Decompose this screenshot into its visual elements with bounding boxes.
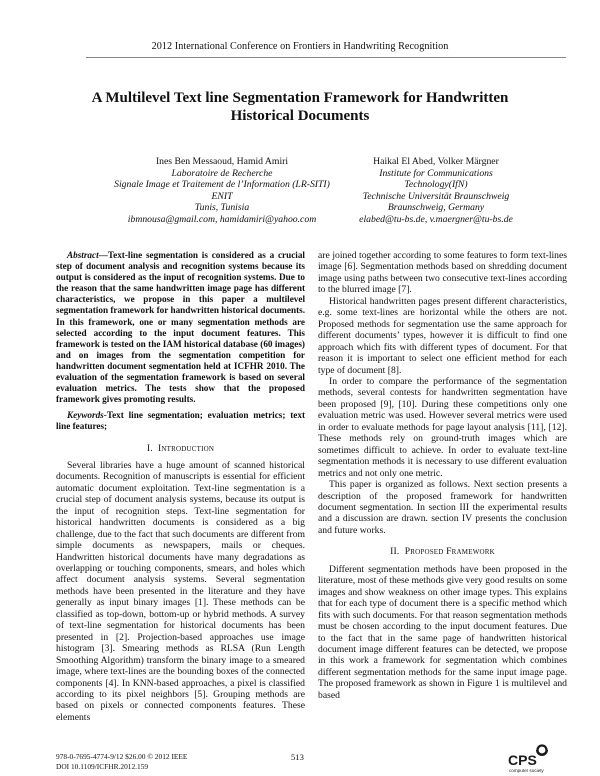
section-number: I. [146,442,153,454]
section-heading-introduction [56,443,305,454]
right-column [318,250,567,701]
header-rule [86,57,566,58]
author-affiliation: Signale Image et Traitement de l’Information (LR-SITI) [114,179,330,191]
left-column [56,250,305,723]
abstract-text: Text-line segmentation is considered as a crucial step of document analysis and recognition systems because its output is considered as the input of recognition systems. Due to the reason that the same handwritten image page has different characteristics, we propose in this paper a multilevel segmentation framework for handwritten historical documents. In this framework, one or many segmentation methods are selected according to the input document features. This framework is tested on the IAM historical database (60 images) and on images from the segmentation competition for handwritten document segmentation held at ICFHR 2010. The evaluation of the segmentation framework is based on several evaluation metrics. The tests show that the proposed framework gives promoting results. [56,250,305,405]
abstract [56,250,305,405]
paper-title: A Multilevel Text line Segmentation Framework for Handwritten Historical Documents [91,90,509,124]
author-names: Ines Ben Messaoud, Hamid Amiri [155,156,289,167]
conference-header: 2012 International Conference on Frontiers in Handwriting Recognition [151,41,449,52]
page-number: 513 [291,752,304,762]
author-email: elabed@tu-bs.de, v.maergner@tu-bs.de [359,213,513,225]
footer-isbn: 978-0-7695-4774-9/12 $26.00 © 2012 IEEE [56,752,188,761]
body-paragraph: This paper is organized as follows. Next section presents a description of the proposed framework for handwritten document segmentation. In section III the experimental results and a discussion are drawn. section IV presents the conclusion and future works. [318,479,567,536]
body-paragraph: In order to compare the performance of the segmentation methods, several contests for handwritten segmentation have been proposed [9], [10]. During these competitions only one evaluation metric was used. However several metrics were used in order to evaluate methods for page layout analysis [11], [12]. These methods rely on ground-truth images which are sometimes difficult to achieve. In order to evaluate text-line segmentation methods it is necessary to use different evaluation metrics and not only one metric. [318,375,567,479]
keywords-lead: Keywords- [67,410,107,421]
author-location: Tunis, Tunisia [194,202,250,214]
author-affiliation: ENIT [211,190,233,202]
body-paragraph: Several libraries have a huge amount of scanned historical documents. Recognition of manuscripts is essential for efficient automatic document exploitation. Text-line segmentation is a crucial step of document analysis systems, because its output is the input of recognition steps. Text-line segmentation for historical handwritten documents is considered as a big challenge, due to the fact that such documents are different from simple documents as newspapers, mails or cheques. Handwritten historical documents have many degradations as overlapping or touching components, smears, and holes which affect document analysis systems. Several segmentation methods have been presented in the literature and they have generally as input binary images [1]. These methods can be classified as top-down, bottom-up or hybrid methods. A survey of text-line segmentation for historical documents has been presented in [2]. Projection-based approaches use image histogram [3]. Smearing methods as RLSA (Run Length Smoothing Algorithm) transform the binary image to a smeared image, where text-lines are the bounding boxes of the connected components [4]. In KNN-based approaches, a pixel is classified according to its pixel neighbors [5]. Grouping methods are based on pixels or connected components features. These elements [56,459,305,723]
section-title: Introduction [158,442,215,454]
author-location: Braunschweig, Germany [387,202,485,214]
cps-logo-icon [506,742,556,774]
author-affiliation: Laboratoire de Recherche [171,167,273,179]
footer-copyright [56,752,187,771]
author-block-2 [314,156,558,226]
body-paragraph: Different segmentation methods have been proposed in the literature, most of these methods give very good results on some images and show weakness on other image types. This explains that for each type of document there is a specific method which fits with such documents. For that reason segmentation methods must be chosen according to the input document features. Due to the fact that in the same page of handwritten historical document image different features can be detected, we propose in this work a framework for segmentation which combines different segmentation methods for the same input image page. The proposed framework as shown in Figure 1 is multilevel and based [318,563,567,701]
body-paragraph: Historical handwritten pages present different characteristics, e.g. some text-lines are horizontal while the others are not. Proposed methods for segmentation use the same approach for different documents’ types, however it is difficult to find one approach which fits with different types of document. For that reason it is important to select one efficient method for each type of document [8]. [318,295,567,376]
author-email: ibmnousa@gmail.com, hamidamiri@yahoo.com [127,213,317,225]
section-heading-framework [318,546,567,557]
cps-logo-subtext: computer society [509,768,544,773]
body-paragraph: are joined together according to some features to form text-lines image [6]. Segmentation methods based on shredding document image using paths between two consecutive text-lines according to the blurred image [7]. [318,250,567,296]
author-affiliation: Technische Universität Braunschweig [362,190,510,202]
keywords-text: Text line segmentation; evaluation metrics; text line features; [56,410,305,432]
author-affiliation: Technology(IfN) [404,179,468,191]
cps-logo-text: CPS [508,752,537,768]
author-affiliation: Institute for Communications [379,167,493,179]
section-number: II. [390,546,400,558]
footer-doi: DOI 10.1109/ICFHR.2012.159 [56,761,149,771]
section-title: Proposed Framework [404,546,495,558]
author-names: Haikal El Abed, Volker Märgner [373,156,499,167]
keywords [56,410,305,432]
abstract-lead: Abstract— [67,250,108,260]
